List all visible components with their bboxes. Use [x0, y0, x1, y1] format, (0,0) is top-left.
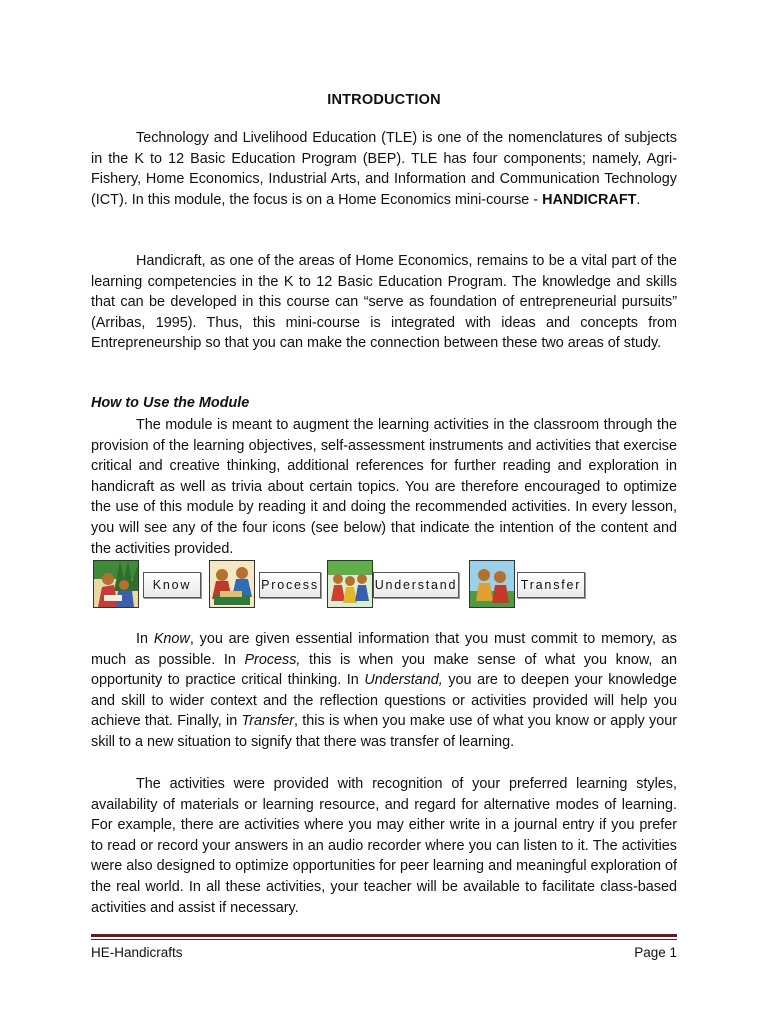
intro-paragraph: [91, 128, 677, 210]
lesson-icons-row: [93, 560, 693, 610]
process-emphasis: Process,: [244, 651, 301, 668]
intro-end: .: [636, 191, 641, 208]
transfer-label: Transfer: [517, 572, 585, 598]
process-label: Process: [259, 572, 321, 598]
page-title: INTRODUCTION: [327, 92, 441, 108]
process-illustration-icon: [209, 560, 255, 608]
module-usage-paragraph: The module is meant to augment the learning activities in the classroom through the provision of the learning objectives, self-assessment instruments and activities that exercise critical and creative thinking, additional references for further reading and exploration in handicraft as well as trivia about certain topics. You are therefore encouraged to optimize the use of this module by reading it and doing the recommended activities. In every lesson, you will see any of the four icons (see below) that indicate the intention of the content and the activities provided.: [91, 417, 677, 557]
know-illustration-icon: [93, 560, 139, 608]
transfer-emphasis: Transfer: [241, 713, 295, 730]
section-heading: How to Use the Module: [91, 395, 250, 411]
icons-explanation-paragraph: [91, 629, 677, 753]
activities-paragraph: The activities were provided with recognition of your preferred learning styles, availability of materials or learning resource, and regard for alternative modes of learning. For example, there are activities where you may either write in a journal entry if you prefer to read or record your answers in an audio recorder where you can listen to it. The activities were also designed to optimize opportunities for peer learning and meaningful exploration of the real world. In all these activities, your teacher will be available to facilitate class-based activities and assist if necessary.: [91, 776, 677, 916]
transfer-illustration-icon: [469, 560, 515, 608]
text-run: this is when you make sense of what you know, an opportunity to practice critical thinking. In: [91, 651, 677, 689]
understand-label: Understand: [373, 572, 459, 598]
text-run: you are to deepen your knowledge and skill to wider context and the reflection questions or activities provided will help you achieve that. Finally, in: [91, 672, 677, 730]
know-emphasis: Know: [153, 631, 190, 647]
understand-illustration-icon: [327, 560, 373, 608]
text-run: In: [136, 631, 154, 647]
handicraft-bold: HANDICRAFT: [542, 191, 637, 208]
handicraft-paragraph: Handicraft, as one of the areas of Home Economics, remains to be a vital part of the learning competencies in the K to 12 Basic Education Program. The knowledge and skills that can be developed in this course can “serve as foundation of entrepreneurial pursuits” (Arribas, 1995). Thus, this mini-course is integrated with ideas and concepts from Entrepreneurship so that you can make the connection between these two areas of study.: [91, 253, 677, 352]
text-run: , this is when you make use of what you know or apply your skill to a new situation to signify that there was transfer of learning.: [91, 713, 677, 750]
understand-emphasis: Understand,: [364, 672, 443, 689]
footer-course-name: HE-Handicrafts: [91, 945, 183, 960]
footer-page-number: Page 1: [634, 945, 677, 960]
intro-text: Technology and Livelihood Education (TLE) is one of the nomenclatures of subjects in the K to 12 Basic Education Program (BEP). TLE has four components; namely, Agri-Fishery, Home Economics, Industrial Arts, and Information and Communication Technology (ICT). In this module, the focus is on a Home Economics mini-course -: [91, 130, 677, 208]
footer-rule-thin: [91, 939, 677, 940]
footer-rule: [91, 934, 677, 937]
know-label: Know: [143, 572, 201, 598]
text-run: , you are given essential information that you must commit to memory, as much as possible. In: [91, 631, 677, 668]
